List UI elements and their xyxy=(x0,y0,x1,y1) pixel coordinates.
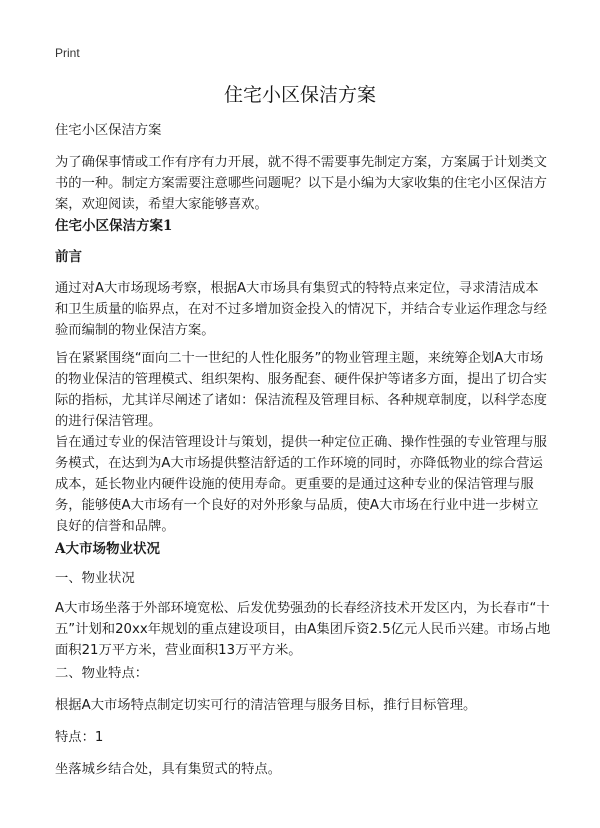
feature-label: 特点：1 xyxy=(55,730,104,745)
status-heading: A大市场物业状况 xyxy=(55,541,160,557)
preface-paragraph-3: 旨在通过专业的保洁管理设计与策划，提供一种定位正确、操作性强的专业管理与服务模式，在达到为A大市场提供整洁舒适的工作环境的同时，亦降低物业的综合营运成本，延长物业内硬件设施的使用寿命。更重要的是通过这种专业的保洁管理与服务，能够使A大市场有一个良好的对外形象与品质，使A大市场在行业中进一步树立良好的信誉和品牌。 xyxy=(55,435,547,534)
page-title: 住宅小区保洁方案 xyxy=(223,84,376,106)
status-subheading-1: 一、物业状况 xyxy=(55,571,135,586)
status-subheading-2: 二、物业特点： xyxy=(55,666,149,681)
section-heading: 住宅小区保洁方案1 xyxy=(55,218,173,234)
intro-paragraph: 为了确保事情或工作有序有力开展，就不得不需要事先制定方案，方案属于计划类文书的一种。制定方案需要注意哪些问题呢？以下是小编为大家收集的住宅小区保洁方案，欢迎阅读，希望大家能够喜欢。 xyxy=(55,155,547,212)
preface-paragraph-2: 旨在紧紧围绕“面向二十一世纪的人性化服务”的物业管理主题，来统筹企划A大市场的物业保洁的管理模式、组织架构、服务配套、硬件保护等诸多方面，提出了切合实际的指标，尤其详尽阐述了诸如：保洁流程及管理目标、各种规章制度，以科学态度的进行保洁管理。 xyxy=(55,351,547,429)
feature-paragraph-1: 坐落城乡结合处，具有集贸式的特点。 xyxy=(55,762,282,777)
preface-heading: 前言 xyxy=(55,249,82,265)
print-link[interactable]: Print xyxy=(55,46,80,60)
preface-paragraph-1: 通过对A大市场现场考察，根据A大市场具有集贸式的特特点来定位，寻求清洁成本和卫生质量的临界点，在对不过多增加资金投入的情况下，并结合专业运作理念与经验而编制的物业保洁方案。 xyxy=(55,281,547,338)
document-subtitle: 住宅小区保洁方案 xyxy=(55,123,162,138)
status-paragraph-2: 根据A大市场特点制定切实可行的清洁管理与服务目标，推行目标管理。 xyxy=(55,698,477,713)
status-paragraph-1: A大市场坐落于外部环境宽松、后发优势强劲的长春经济技术开发区内，为长春市“十五”计划和20xx年规划的重点建设项目，由A集团斥资2.5亿元人民币兴建。市场占地面积21万平方米，营业面积13万平方米。 xyxy=(55,601,551,658)
